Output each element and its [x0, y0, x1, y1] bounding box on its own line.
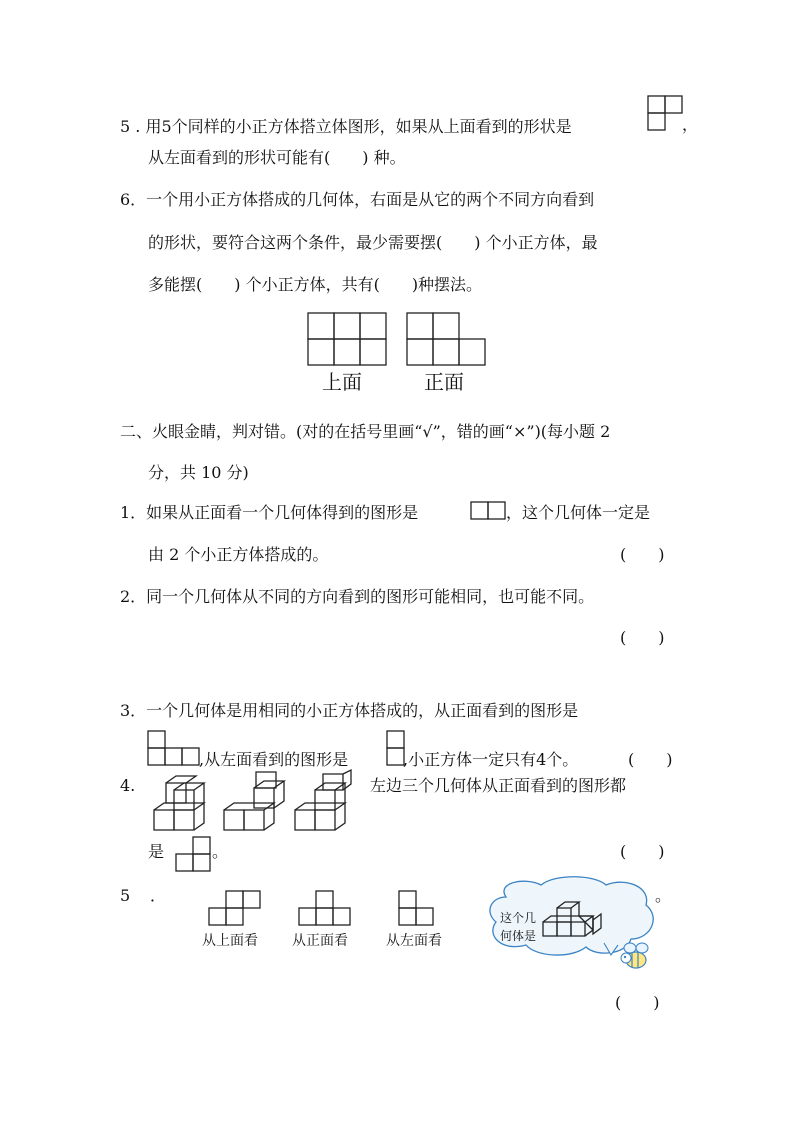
- s2-q3-line1: 3．一个几何体是用相同的小正方体搭成的，从正面看到的图形是: [120, 701, 579, 720]
- q6-front-view-figure: [406, 312, 488, 367]
- s2-q5-number: 5: [120, 886, 131, 905]
- q5-line2: 从左面看到的形状可能有( ) 种。: [148, 148, 406, 167]
- s2-q4-answer-paren[interactable]: ( ): [620, 842, 665, 861]
- s2-q4-number: 4.: [120, 776, 136, 795]
- s2-q5-left-view-figure: [398, 890, 438, 930]
- s2-q5-answer-paren[interactable]: ( ): [615, 993, 660, 1012]
- s2-q5-top-view-figure: [208, 890, 264, 930]
- s2-q5-label-front: 从正面看: [292, 933, 348, 949]
- q6-line3: 多能摆( ) 个小正方体，共有( )种摆法。: [148, 275, 483, 294]
- section2-heading-line1: 二、火眼金睛，判对错。(对的在括号里画“√”，错的画“×”)(每小题 2: [120, 422, 611, 441]
- s2-q2-answer-paren[interactable]: ( ): [620, 628, 665, 647]
- s2-q4-line1: 左边三个几何体从正面看到的图形都: [370, 776, 627, 795]
- s2-q2-line1: 2．同一个几何体从不同的方向看到的图形可能相同，也可能不同。: [120, 587, 595, 606]
- s2-q4-solid-3: [293, 770, 363, 840]
- bee-icon: [616, 936, 656, 976]
- s2-q3-line2-b: ,小正方体一定只有4个。: [403, 750, 579, 769]
- section2-heading-line2: 分，共 10 分): [148, 463, 249, 482]
- s2-q5-cube-solid: [541, 898, 611, 948]
- s2-q4-line2-end: 。: [212, 842, 229, 861]
- s2-q5-dot: ．: [150, 886, 167, 905]
- q6-line1: 6．一个用小正方体搭成的几何体，右面是从它的两个不同方向看到: [120, 190, 595, 209]
- q5-line1-end: ，: [682, 115, 699, 134]
- s2-q1-line1-b: ，这个几何体一定是: [506, 503, 651, 522]
- q6-label-front: 正面: [424, 370, 464, 394]
- q5-top-view-figure: [647, 95, 687, 135]
- q6-line2: 的形状，要符合这两个条件，最少需要摆( ) 个小正方体，最: [148, 233, 598, 252]
- s2-q4-solid-2: [222, 770, 292, 840]
- s2-q3-line2-a: ,从左面看到的图形是: [199, 750, 349, 769]
- s2-q3-answer-paren[interactable]: ( ): [628, 750, 673, 769]
- s2-q5-front-view-figure: [298, 890, 354, 930]
- s2-q5-end: 。: [655, 886, 672, 905]
- q5-line1: 5 . 用5个同样的小正方体搭立体图形，如果从上面看到的形状是: [120, 117, 572, 136]
- s2-q1-answer-paren[interactable]: ( ): [620, 545, 665, 564]
- s2-q4-solid-1: [152, 770, 222, 840]
- s2-q3-front-figure: [147, 730, 203, 770]
- s2-q5-label-top: 从上面看: [202, 933, 258, 949]
- q6-top-view-figure: [307, 312, 389, 367]
- s2-q1-line1-a: 1．如果从正面看一个几何体得到的图形是: [120, 503, 419, 522]
- s2-q5-bubble-line1: 这个几: [500, 911, 537, 925]
- s2-q4-front-figure: [175, 836, 215, 876]
- s2-q1-front-figure: [470, 501, 510, 521]
- s2-q5-bubble-line2: 何体是: [500, 929, 537, 943]
- s2-q5-label-left: 从左面看: [386, 933, 442, 949]
- s2-q4-line2: 是: [148, 842, 165, 861]
- q6-label-top: 上面: [322, 370, 362, 394]
- s2-q1-line2: 由 2 个小正方体搭成的。: [148, 545, 329, 564]
